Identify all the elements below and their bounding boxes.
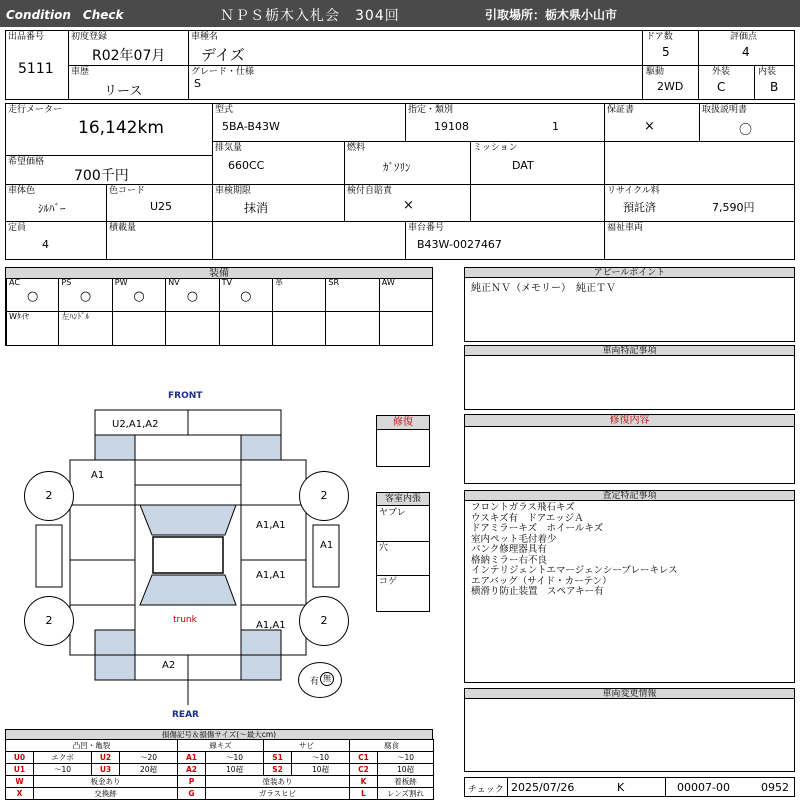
odometer-label: 走行メーター [8,105,63,115]
note-line: パンク修理器具有 [471,544,547,555]
grade-score: 4 [742,45,750,59]
inspection: 抹消 [244,201,269,215]
legend-code: U2 [92,752,120,764]
legend-table [5,739,434,800]
legend-code: U3 [92,764,120,776]
note-line: インテリジェントエマージェンシーブレーキレス [471,565,678,576]
equipment-cell [326,312,379,346]
equipment-cell [380,278,433,312]
note-line: 横滑り防止装置 スペアキー有 [471,586,604,597]
equipment-label: NV [168,278,180,287]
lot-label: 出品番号 [8,32,45,42]
check-footer [464,777,795,797]
grade: S [194,77,201,90]
legend-code: K [350,776,378,788]
wear-hole: 穴 [379,543,389,553]
change-info-title: 車両変更情報 [465,689,794,699]
legend-code: G [178,788,206,800]
equipment-label: Wﾀｲﾔ [9,312,29,321]
equipment-cell [326,278,379,312]
repair-details-title: 修復内容 [465,415,794,427]
check-date: 2025/07/26 [511,781,575,794]
equipment-value: ○ [186,289,199,304]
capacity-label: 定員 [8,223,27,233]
equipment-cell [113,278,166,312]
interior-wear-title: 客室内張 [377,493,429,506]
wheel-front-right: 2 [299,471,349,521]
wear-tear: ヤブレ [379,508,406,518]
legend-code: S2 [264,764,292,776]
header-bar [0,0,800,27]
insurance: × [403,198,414,213]
footer-code: 00007-00 [677,781,730,794]
note-line: フロントガラス飛石キズ [471,502,575,513]
mark-right-mirror: A1 [320,540,334,551]
spare-yes: 有 [310,677,320,687]
equipment-label: 左ﾊﾝﾄﾞﾙ [61,312,90,321]
spare-tire [298,662,342,698]
appeal-box [464,267,795,342]
designation-label: 指定・類別 [408,105,454,115]
interior-wear-box [376,492,430,612]
color-code: U25 [150,200,173,213]
legend-code: U1 [6,764,34,776]
note-line: 格納ミラー右不良 [471,554,548,566]
mark-front-bumper: U2,A1,A2 [112,419,159,430]
car-name: デイズ [201,46,245,64]
recycle-label: リサイクル料 [607,186,660,196]
equipment-label: AC [9,278,20,287]
legend-code: W [6,776,34,788]
legend-desc: 板金あり [34,776,178,788]
note-line: ウスキズ有 ドアエッジＡ [471,512,584,524]
legend-desc: 塗装あり [206,776,350,788]
equipment-label: TV [221,278,232,287]
wheel-front-left: 2 [24,471,74,521]
model-label: 型式 [215,105,234,115]
recycle-fee: 7,590円 [712,201,755,214]
equipment-cell [6,278,59,312]
category: 1 [552,120,559,133]
grade-label: グレード・仕様 [191,67,255,77]
chassis: B43W-0027467 [417,238,502,251]
equipment-cell [220,278,273,312]
legend-desc: 着板跡 [378,776,434,788]
warranty-label: 保証書 [607,105,635,115]
equipment-cell [113,312,166,346]
recycle-status: 預託済 [623,201,656,214]
trunk-label: trunk [173,615,197,625]
legend-group-scratch: 線キズ [178,740,264,752]
doors-label: ドア数 [646,32,673,42]
interior: B [770,80,779,94]
legend-desc: 〜20 [120,752,178,764]
history: リース [104,84,143,99]
exterior-label: 外装 [712,67,731,77]
welfare-label: 福祉車両 [607,223,644,233]
first-reg-label: 初度登録 [71,32,108,42]
legend-code: L [350,788,378,800]
equipment-label: PS [61,278,72,287]
equipment-cell [273,278,326,312]
warranty: × [644,119,655,134]
equipment-label: SR [328,278,340,287]
lot-number: 5111 [18,61,54,77]
equipment-cell [166,312,219,346]
equipment-cell [220,312,273,346]
displacement-label: 排気量 [215,143,243,153]
legend-code: P [178,776,206,788]
equipment-label: 革 [275,278,283,287]
color-code-label: 色コード [109,186,146,196]
legend-title: 損傷記号＆損傷サイズ(〜最大cm) [5,729,433,739]
equipment-cell [59,312,112,346]
drive-label: 駆動 [646,67,665,77]
legend-code: X [6,788,34,800]
model: 5BA-B43W [222,120,280,133]
mark-right-rear-door: A1,A1 [256,570,286,581]
special-notes-title: 車両特記事項 [465,346,794,356]
equipment-grid [5,278,433,346]
header-title: Condition Check [6,8,124,22]
mark-left-fender: A1 [91,470,105,481]
pickup-location: 引取場所：栃木県小山市 [485,8,618,22]
mark-right-front-door: A1,A1 [256,520,286,531]
note-line: ドアミラーキズ ホイールキズ [471,523,604,534]
equipment-title: 装備 [5,267,433,279]
rear-label: REAR [172,710,199,720]
price-label: 希望価格 [8,157,45,167]
equipment-value: ○ [27,289,39,304]
spare-none-circle: 無 [320,672,334,686]
mission-label: ミッション [473,143,518,153]
insurance-label: 検付自賠責 [347,186,393,196]
equipment-label: AW [381,278,395,287]
equipment-cell [6,312,59,346]
manual-label: 取扱説明書 [702,105,748,115]
change-info-box [464,688,795,772]
specs-table [5,103,795,260]
legend-code: C1 [350,752,378,764]
inspection-notes-box [464,490,795,683]
mark-right-quarter: A1,A1 [256,620,286,631]
inspection-label: 車検期限 [215,186,252,196]
equipment-cell [166,278,219,312]
drive: 2WD [657,80,684,93]
interior-label: 内装 [758,67,777,77]
wheel-rear-left: 2 [24,596,74,646]
legend-desc: レンズ割れ [378,788,434,800]
manual: 〇 [739,123,753,138]
damage-legend [5,729,433,800]
legend-desc: 10超 [206,764,264,776]
legend-desc: 20超 [120,764,178,776]
equipment-label: PW [114,278,128,287]
repair-title: 修復 [377,416,429,430]
wheel-rear-right: 2 [299,596,349,646]
legend-code: C2 [350,764,378,776]
fuel-label: 燃料 [347,143,366,153]
front-label: FRONT [168,391,203,401]
legend-group-corrosion: 腐食 [350,740,434,752]
odometer: 16,142km [78,118,164,138]
exterior: C [717,80,726,94]
color-label: 車体色 [8,186,36,196]
inspection-notes-title: 査定特記事項 [465,491,794,501]
legend-code: A1 [178,752,206,764]
color: ｼﾙﾊﾞｰ [38,202,66,215]
equipment-cell [380,312,433,346]
legend-desc: 10超 [292,764,350,776]
legend-desc: 〜10 [292,752,350,764]
wear-burn: コゲ [379,577,398,587]
capacity: 4 [42,238,49,251]
doors: 5 [662,45,670,59]
legend-desc: ガラスヒビ [206,788,350,800]
equipment-value: ○ [79,289,92,304]
inspection-notes-list [471,503,678,598]
note-line: 室内ペット毛付着少 [471,533,557,545]
legend-code: A2 [178,764,206,776]
legend-desc: 10超 [378,764,434,776]
legend-code: U0 [6,752,34,764]
equipment-cell [59,278,112,312]
equipment-value: ○ [240,289,252,304]
displacement: 660CC [228,159,265,172]
legend-code: S1 [264,752,292,764]
equipment-value: ○ [133,289,145,304]
mission: DAT [512,159,534,172]
vehicle-info [5,30,795,100]
equipment-cell [273,312,326,346]
price: 700千円 [74,168,129,184]
repair-box [376,415,430,467]
first-reg: R02年07月 [92,48,166,64]
legend-desc: 交換跡 [34,788,178,800]
designation: 19108 [434,120,469,133]
load-label: 積載量 [109,223,137,233]
footer-number: 0952 [761,781,789,794]
appeal-text: 純正ＮＶ（メモリー） 純正ＴＶ [471,283,616,294]
legend-group-rust: サビ [264,740,350,752]
note-line: エアバッグ（サイド・カーテン） [471,575,612,587]
appeal-title: アピールポイント [465,268,794,278]
legend-desc: 〜10 [34,764,92,776]
fuel: ｶﾞｿﾘﾝ [383,161,411,174]
mark-rear-bumper: A2 [162,660,176,671]
check-label: チェック [468,785,504,795]
checker: K [617,781,625,794]
repair-details-box [464,414,795,484]
name-label: 車種名 [191,32,219,42]
legend-desc: 〜10 [378,752,434,764]
auction-name: ＮＰＳ栃木入札会 304回 [220,8,400,24]
legend-group-dent: 凸凹・亀裂 [6,740,178,752]
score-label: 評価点 [730,32,758,42]
legend-desc: 〜10 [206,752,264,764]
history-label: 車歴 [71,67,90,77]
special-notes-box [464,345,795,410]
chassis-label: 車台番号 [408,223,445,233]
legend-desc: エクボ [34,752,92,764]
